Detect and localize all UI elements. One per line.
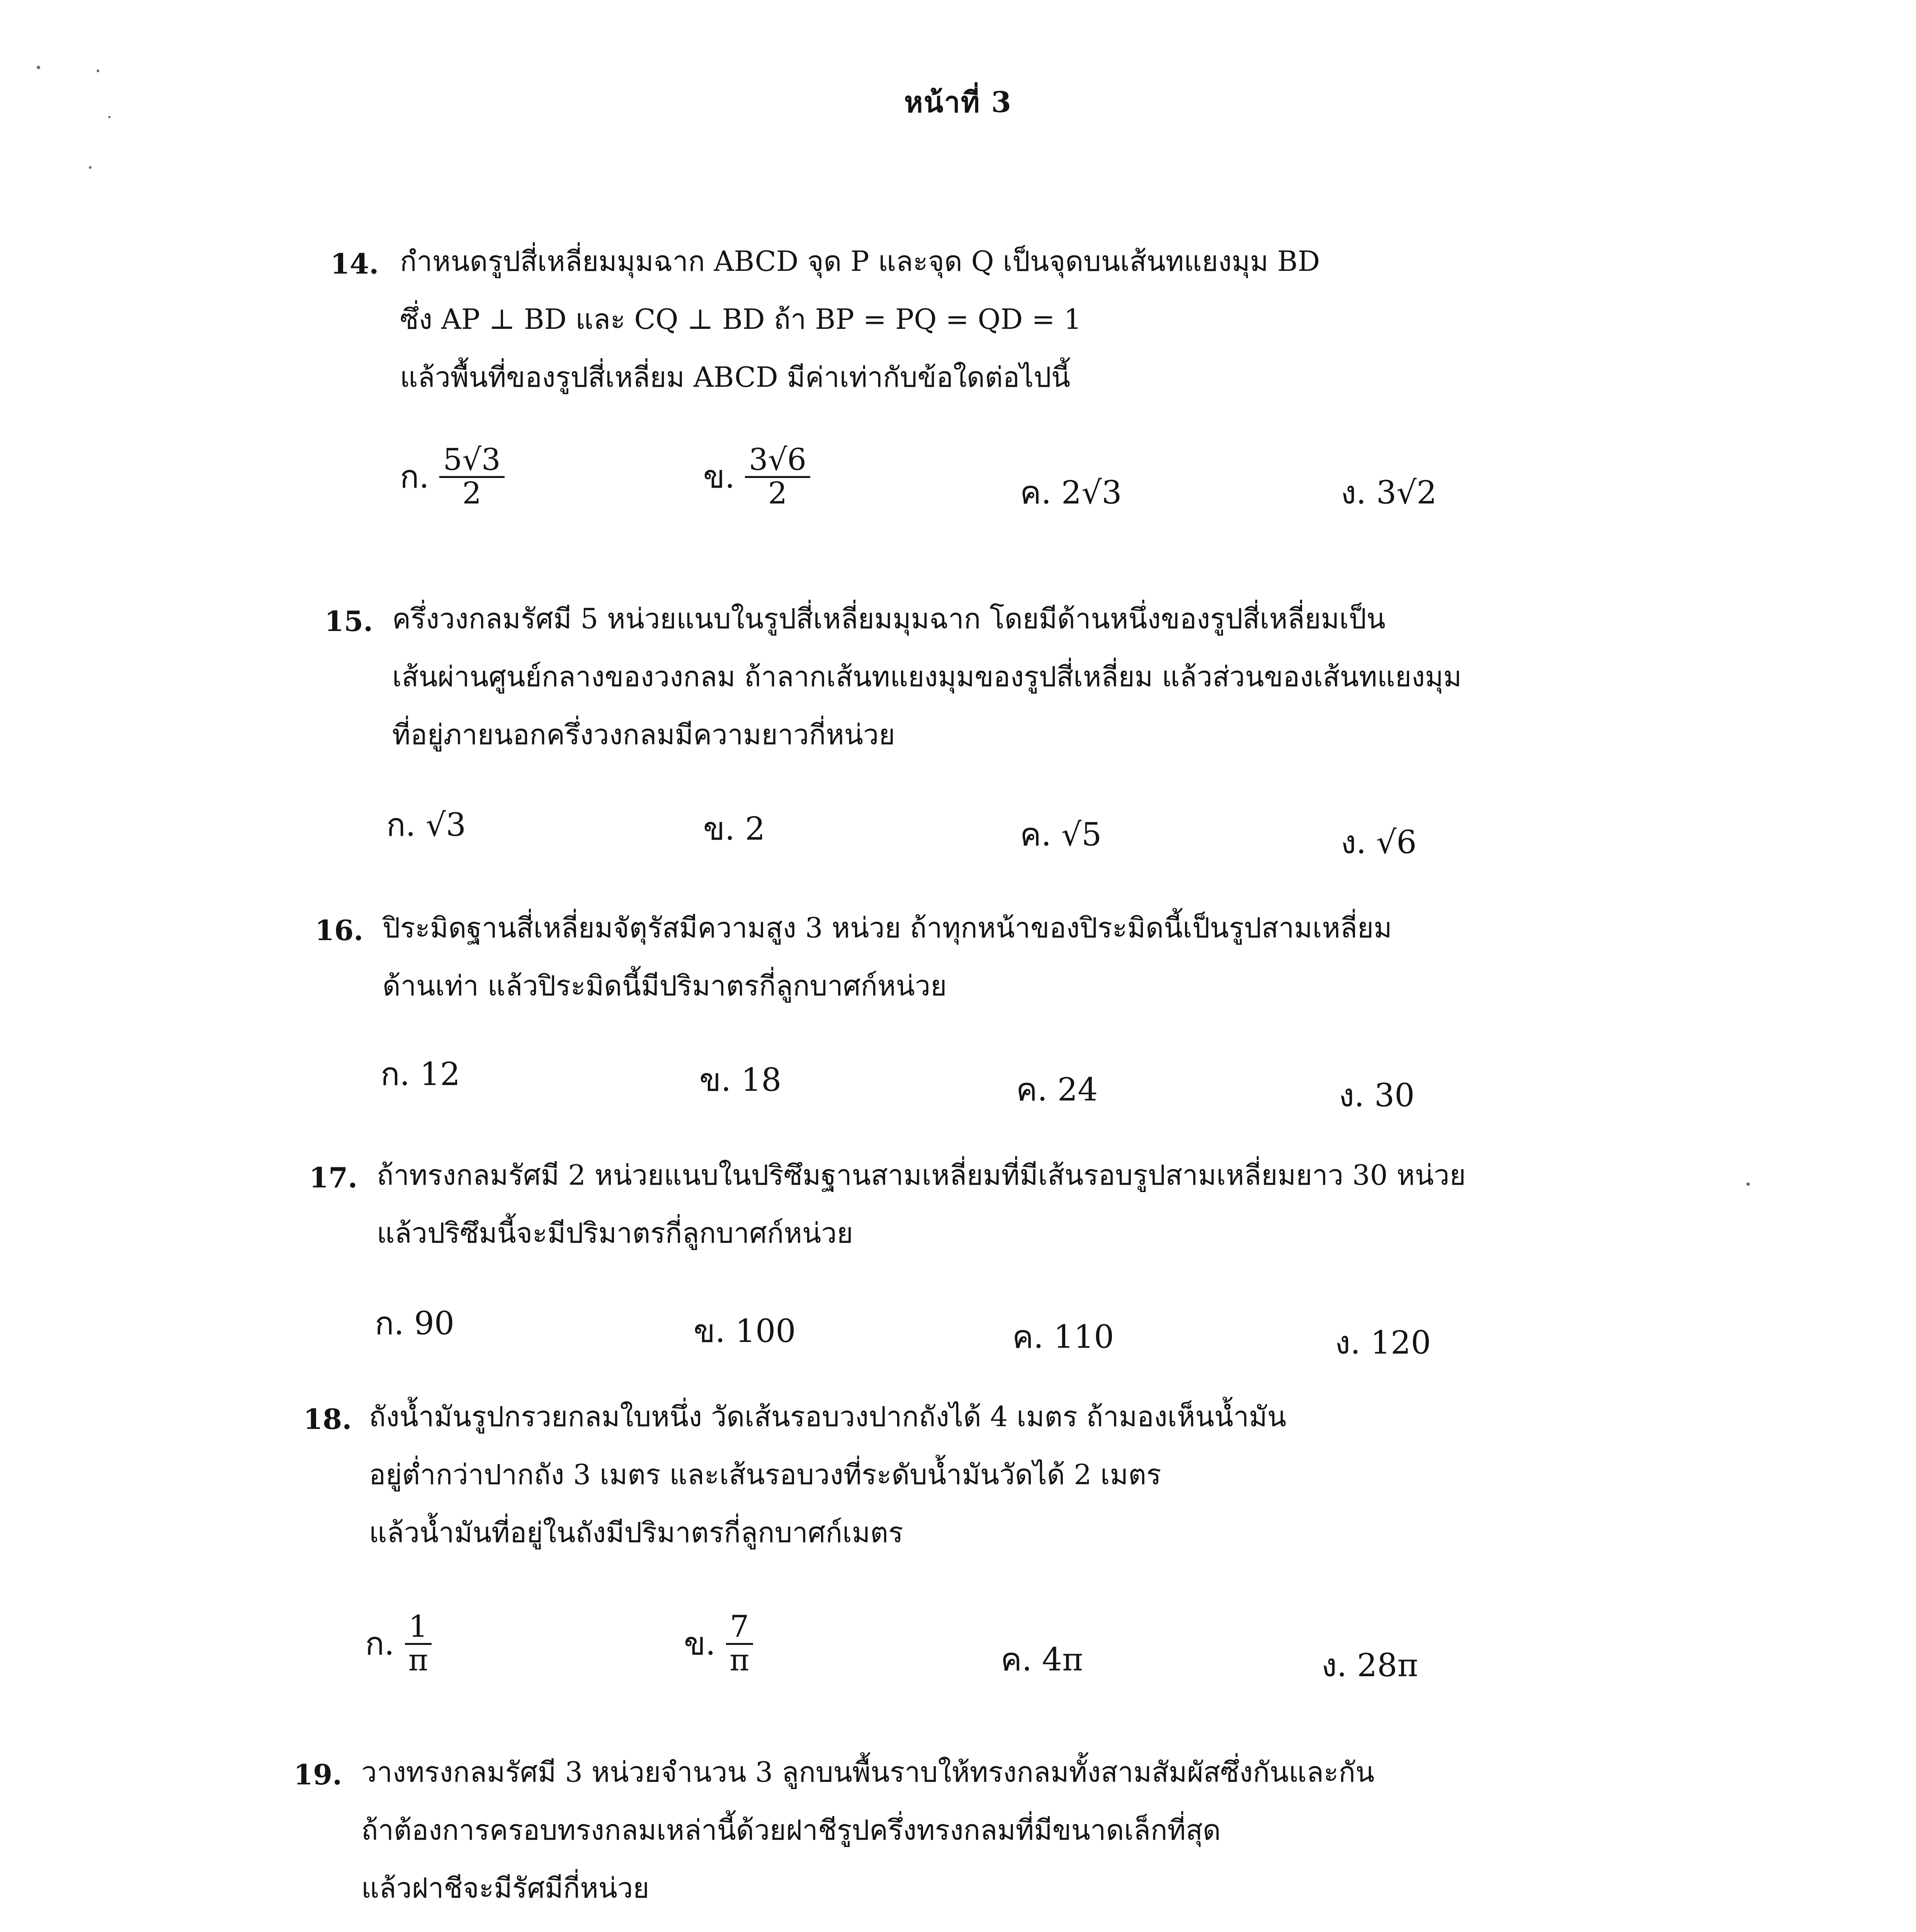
choice-value: 2 [745, 810, 765, 847]
question-text-line: ครึ่งวงกลมรัศมี 5 หน่วยแนบในรูปสี่เหลี่ยมมุมฉาก โดยมีด้านหนึ่งของรูปสี่เหลี่ยมเป็น [392, 602, 1386, 635]
question-number: 15. [325, 605, 373, 638]
choice-d[interactable] [1339, 1070, 1414, 1121]
choice-c[interactable] [1020, 468, 1122, 518]
choice-label: ข. [703, 459, 735, 496]
answer-choices [0, 800, 1916, 916]
choice-label: ค. [1001, 1641, 1032, 1678]
choice-c[interactable] [1016, 1065, 1098, 1115]
scan-speck [37, 66, 40, 69]
question-text-line: วางทรงกลมรัศมี 3 หน่วยจำนวน 3 ลูกบนพื้นราบให้ทรงกลมทั้งสามสัมผัสซึ่งกันและกัน [361, 1756, 1375, 1788]
question-number: 16. [315, 914, 364, 947]
choice-label: ค. [1016, 1071, 1047, 1108]
answer-choices [0, 444, 1916, 560]
choice-b[interactable] [703, 804, 765, 854]
choice-b[interactable] [703, 444, 810, 510]
numerator: 1 [405, 1611, 432, 1645]
choice-value: 110 [1053, 1318, 1114, 1355]
question-text-line: แล้วพื้นที่ของรูปสี่เหลี่ยม ABCD มีค่าเท่ากับข้อใดต่อไปนี้ [400, 361, 1071, 393]
choice-value: 30 [1374, 1077, 1415, 1114]
choice-value: 2√3 [1061, 474, 1122, 511]
numerator: 5√3 [439, 444, 505, 478]
question-text-line: ถ้าทรงกลมรัศมี 2 หน่วยแนบในปริซึมฐานสามเหลี่ยมที่มีเส้นรอบรูปสามเหลี่ยมยาว 30 หน่วย [377, 1159, 1466, 1191]
answer-choices [0, 1049, 1916, 1165]
question-text-line: ด้านเท่า แล้วปิระมิดนี้มีปริมาตรกี่ลูกบาศก์หน่วย [383, 969, 947, 1002]
question-text-line: ถ้าต้องการครอบทรงกลมเหล่านี้ด้วยฝาชีรูปครึ่งทรงกลมที่มีขนาดเล็กที่สุด [361, 1814, 1221, 1846]
fraction [745, 444, 810, 510]
choice-a[interactable] [365, 1611, 432, 1677]
page-header: หน้าที่ 3 [904, 86, 1012, 119]
choice-value: √3 [425, 806, 466, 844]
choice-label: ก. [400, 459, 429, 496]
denominator: 2 [462, 476, 482, 511]
choice-label: ข. [684, 1626, 716, 1663]
question-number: 17. [309, 1161, 358, 1194]
choice-c[interactable] [1020, 810, 1102, 860]
choice-d[interactable] [1335, 1318, 1431, 1368]
choice-d[interactable] [1341, 468, 1437, 518]
question-text-line: แล้วน้ำมันที่อยู่ในถังมีปริมาตรกี่ลูกบาศก์เมตร [369, 1516, 903, 1549]
choice-label: ง. [1341, 474, 1367, 511]
choice-b[interactable] [699, 1055, 781, 1105]
question-text-line: เส้นผ่านศูนย์กลางของวงกลม ถ้าลากเส้นทแยงมุมของรูปสี่เหลี่ยม แล้วส่วนของเส้นทแยงมุม [392, 660, 1462, 693]
question-number: 19. [294, 1758, 342, 1791]
choice-d[interactable] [1321, 1640, 1418, 1690]
choice-a[interactable] [386, 800, 466, 850]
choice-a[interactable] [400, 444, 505, 510]
choice-label: ข. [703, 811, 735, 847]
answer-choices [0, 1611, 1916, 1727]
choice-label: ข. [699, 1062, 731, 1099]
choice-c[interactable] [1012, 1312, 1114, 1362]
question-text-line: ปิระมิดฐานสี่เหลี่ยมจัตุรัสมีความสูง 3 หน่วย ถ้าทุกหน้าของปิระมิดนี้เป็นรูปสามเหลี่ยม [383, 912, 1392, 944]
numerator: 7 [726, 1611, 753, 1645]
choice-value: 3√2 [1376, 474, 1437, 511]
question-text-line: ที่อยู่ภายนอกครึ่งวงกลมมีความยาวกี่หน่วย [392, 718, 895, 751]
choice-value: 120 [1370, 1324, 1431, 1361]
denominator: 2 [768, 476, 787, 511]
choice-value: 100 [735, 1313, 796, 1350]
question-text-line: อยู่ต่ำกว่าปากถัง 3 เมตร และเส้นรอบวงที่ระดับน้ำมันวัดได้ 2 เมตร [369, 1458, 1161, 1491]
scan-speck [97, 70, 99, 72]
choice-value: 90 [414, 1305, 455, 1342]
choice-value: 4π [1042, 1641, 1083, 1678]
choice-label: ก. [375, 1305, 404, 1342]
choice-label: ง. [1335, 1325, 1361, 1361]
question-number: 14. [330, 247, 379, 280]
fraction [726, 1611, 753, 1677]
choice-label: ง. [1339, 1077, 1365, 1114]
choice-label: ง. [1321, 1647, 1347, 1684]
fraction [439, 444, 505, 510]
choice-label: ข. [694, 1313, 726, 1350]
choice-label: ค. [1012, 1319, 1044, 1355]
choice-value: 24 [1057, 1071, 1098, 1108]
choice-a[interactable] [375, 1298, 454, 1349]
choice-value: 12 [420, 1056, 461, 1093]
choice-c[interactable] [1001, 1634, 1083, 1685]
question-text-line: ซึ่ง AP ⊥ BD และ CQ ⊥ BD ถ้า BP = PQ = QD = 1 [400, 303, 1082, 335]
choice-a[interactable] [381, 1049, 460, 1099]
answer-choices [0, 1298, 1916, 1414]
question-text-line: ถังน้ำมันรูปกรวยกลมใบหนึ่ง วัดเส้นรอบวงปากถังได้ 4 เมตร ถ้ามองเห็นน้ำมัน [369, 1400, 1287, 1433]
choice-b[interactable] [684, 1611, 753, 1677]
question-text-line: กำหนดรูปสี่เหลี่ยมมุมฉาก ABCD จุด P และจุด Q เป็นจุดบนเส้นทแยงมุม BD [400, 245, 1320, 277]
denominator: π [729, 1643, 750, 1678]
choice-value: √5 [1061, 816, 1102, 853]
denominator: π [408, 1643, 428, 1678]
question-number: 18. [303, 1403, 352, 1435]
choice-label: ค. [1020, 816, 1051, 853]
choice-b[interactable] [694, 1306, 796, 1356]
question-text-line: แล้วฝาชีจะมีรัศมีกี่หน่วย [361, 1872, 649, 1904]
question-text-line: แล้วปริซึมนี้จะมีปริมาตรกี่ลูกบาศก์หน่วย [377, 1217, 853, 1249]
fraction [405, 1611, 432, 1677]
choice-label: ง. [1341, 824, 1367, 861]
choice-label: ก. [386, 807, 416, 844]
choice-d[interactable] [1341, 817, 1417, 867]
scan-speck [1746, 1182, 1750, 1186]
choice-value: √6 [1376, 824, 1417, 861]
scan-speck [89, 166, 92, 169]
choice-value: 28π [1357, 1647, 1418, 1684]
choice-label: ก. [381, 1056, 410, 1093]
choice-value: 18 [741, 1061, 782, 1099]
choice-label: ค. [1020, 474, 1051, 511]
choice-label: ก. [365, 1626, 394, 1663]
numerator: 3√6 [745, 444, 810, 478]
